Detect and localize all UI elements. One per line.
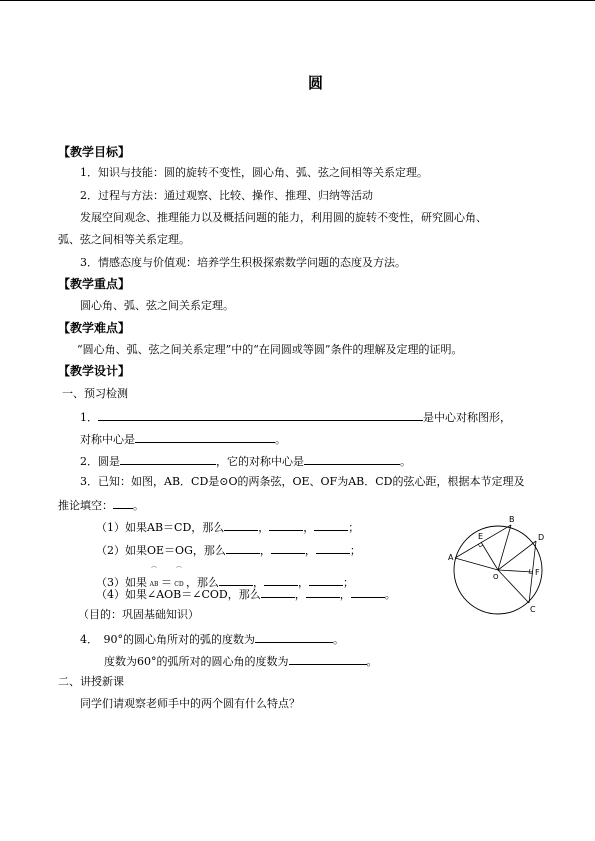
q3-sub-2-text: （2）如果OE＝OG，那么 (96, 544, 226, 557)
semi: ； (348, 521, 360, 534)
arc-cd-label: CD (174, 581, 184, 588)
period: 。 (384, 588, 396, 601)
q3-sub-4-blank-1[interactable] (261, 586, 295, 598)
label-c: C (530, 605, 536, 614)
sep: ， (294, 588, 306, 601)
q3-sub-1 (96, 519, 359, 535)
semi: ； (349, 544, 361, 557)
goal-item-3: 3．情感态度与价值观：培养学生积极探索数学问题的态度及方法。 (80, 256, 406, 269)
q3-sub-2 (96, 542, 361, 558)
q3-fill-blank[interactable] (113, 497, 133, 509)
label-e: E (478, 532, 484, 541)
sep: ， (298, 576, 309, 589)
q2-blank-2[interactable] (304, 453, 400, 465)
label-f: F (535, 568, 540, 577)
question-4-line2 (104, 653, 378, 669)
goal-item-2-cont: 发展空间观念、推理能力以及概括问题的能力，利用圆的旋转不变性，研究圆心角、 (80, 211, 487, 224)
q3-sub-3-post: ，那么 (186, 576, 219, 589)
q3-sub-1-blank-1[interactable] (224, 519, 258, 531)
sep: ， (303, 521, 315, 534)
purpose-note: （目的：巩固基础知识） (78, 608, 199, 621)
q3-sub-1-blank-3[interactable] (314, 519, 348, 531)
q1-center-blank[interactable] (135, 431, 275, 443)
q1-tail: 是中心对称图形， (423, 411, 511, 424)
circle-chord-diagram (448, 513, 556, 623)
q4-line2-end: 。 (366, 655, 378, 668)
radius-oc (498, 570, 529, 603)
arc-ab-symbol: ⌒ AB (149, 567, 159, 588)
question-4 (80, 631, 344, 647)
key-heading: 【教学重点】 (58, 277, 131, 291)
q3-sub-4-text: （4）如果∠AOB＝∠COD，那么 (96, 588, 261, 601)
radius-od (498, 541, 536, 570)
q3-fill-label: 推论填空： (58, 499, 113, 512)
question-1 (80, 409, 511, 425)
goal-item-2-cont2: 弧、弦之间相等关系定理。 (58, 233, 190, 246)
sep: ， (259, 544, 271, 557)
q3-sub-3-blank-3[interactable] (309, 574, 343, 586)
sep: ， (258, 521, 270, 534)
q4-line2-text: 度数为60°的弧所对的圆心角的度数为 (104, 655, 289, 668)
part1-heading: 一、预习检测 (62, 387, 128, 400)
design-heading: 【教学设计】 (58, 364, 131, 378)
arc-ab-label: AB (149, 581, 159, 588)
q3-sub-2-blank-1[interactable] (226, 542, 260, 554)
q3-sub-2-blank-2[interactable] (271, 542, 305, 554)
question-2 (80, 453, 411, 469)
question-3-line1: 3．已知：如图，AB．CD是⊙O的两条弦，OE、OF为AB．CD的弦心距，根据本节定理及 (80, 475, 525, 488)
key-text: 圆心角、弧、弦之间关系定理。 (80, 299, 234, 312)
sep: ， (339, 588, 351, 601)
arc-equals: ＝ (161, 576, 172, 589)
q1-number: 1． (80, 411, 98, 424)
q2-mid: ，它的对称中心是 (216, 455, 304, 468)
part2-text: 同学们请观察老师手中的两个圆有什么特点？ (80, 697, 300, 710)
semi: ； (343, 576, 354, 589)
q1-blank[interactable] (98, 409, 423, 421)
q3-sub-4-blank-2[interactable] (306, 586, 340, 598)
segment-of (498, 570, 533, 572)
q3-sub-1-blank-2[interactable] (269, 519, 303, 531)
sep: ， (253, 576, 264, 589)
q1-line2-end: 。 (275, 433, 286, 446)
q3-sub-4-blank-3[interactable] (351, 586, 385, 598)
label-a: A (448, 553, 454, 562)
q3-fill-end: 。 (133, 499, 144, 512)
question-1-line2 (80, 431, 286, 447)
q1-center-label: 对称中心是 (80, 433, 135, 446)
label-d: D (538, 533, 545, 542)
q4-line1-text: 4． 90°的圆心角所对的弧的度数为 (80, 633, 255, 646)
page-top-rule (0, 0, 595, 1)
q2-pre: 2．圆是 (80, 455, 120, 468)
label-b: B (509, 515, 515, 524)
q3-sub-3-pre: （3）如果 (96, 576, 147, 589)
difficulty-text: “圆心角、弧、弦之间关系定理”中的“在同圆或等圆”条件的理解及定理的证明。 (77, 343, 463, 356)
q4-line1-end: 。 (333, 633, 344, 646)
q3-sub-1-text: （1）如果AB＝CD，那么 (96, 521, 225, 534)
difficulty-heading: 【教学难点】 (58, 321, 131, 335)
goal-item-2: 2．过程与方法：通过观察、比较、操作、推理、归纳等活动 (80, 189, 373, 202)
q3-sub-3-blank-2[interactable] (264, 574, 298, 586)
goal-heading: 【教学目标】 (58, 145, 131, 159)
q2-blank-1[interactable] (120, 453, 216, 465)
goal-item-1: 1．知识与技能：圆的旋转不变性，圆心角、弧、弦之间相等关系定理。 (80, 166, 428, 179)
q4-blank-1[interactable] (255, 631, 333, 643)
sep: ， (304, 544, 316, 557)
q3-sub-4 (96, 586, 396, 602)
question-3-line2 (58, 497, 144, 513)
arc-cd-symbol: ⌒ CD (174, 567, 184, 588)
q3-sub-3-blank-1[interactable] (219, 574, 253, 586)
page-title: 圆 (308, 74, 324, 92)
part2-heading: 二、讲授新课 (58, 675, 124, 688)
q2-end: 。 (400, 455, 411, 468)
label-o: O (493, 573, 499, 581)
q4-blank-2[interactable] (289, 653, 367, 665)
q3-sub-2-blank-3[interactable] (316, 542, 350, 554)
